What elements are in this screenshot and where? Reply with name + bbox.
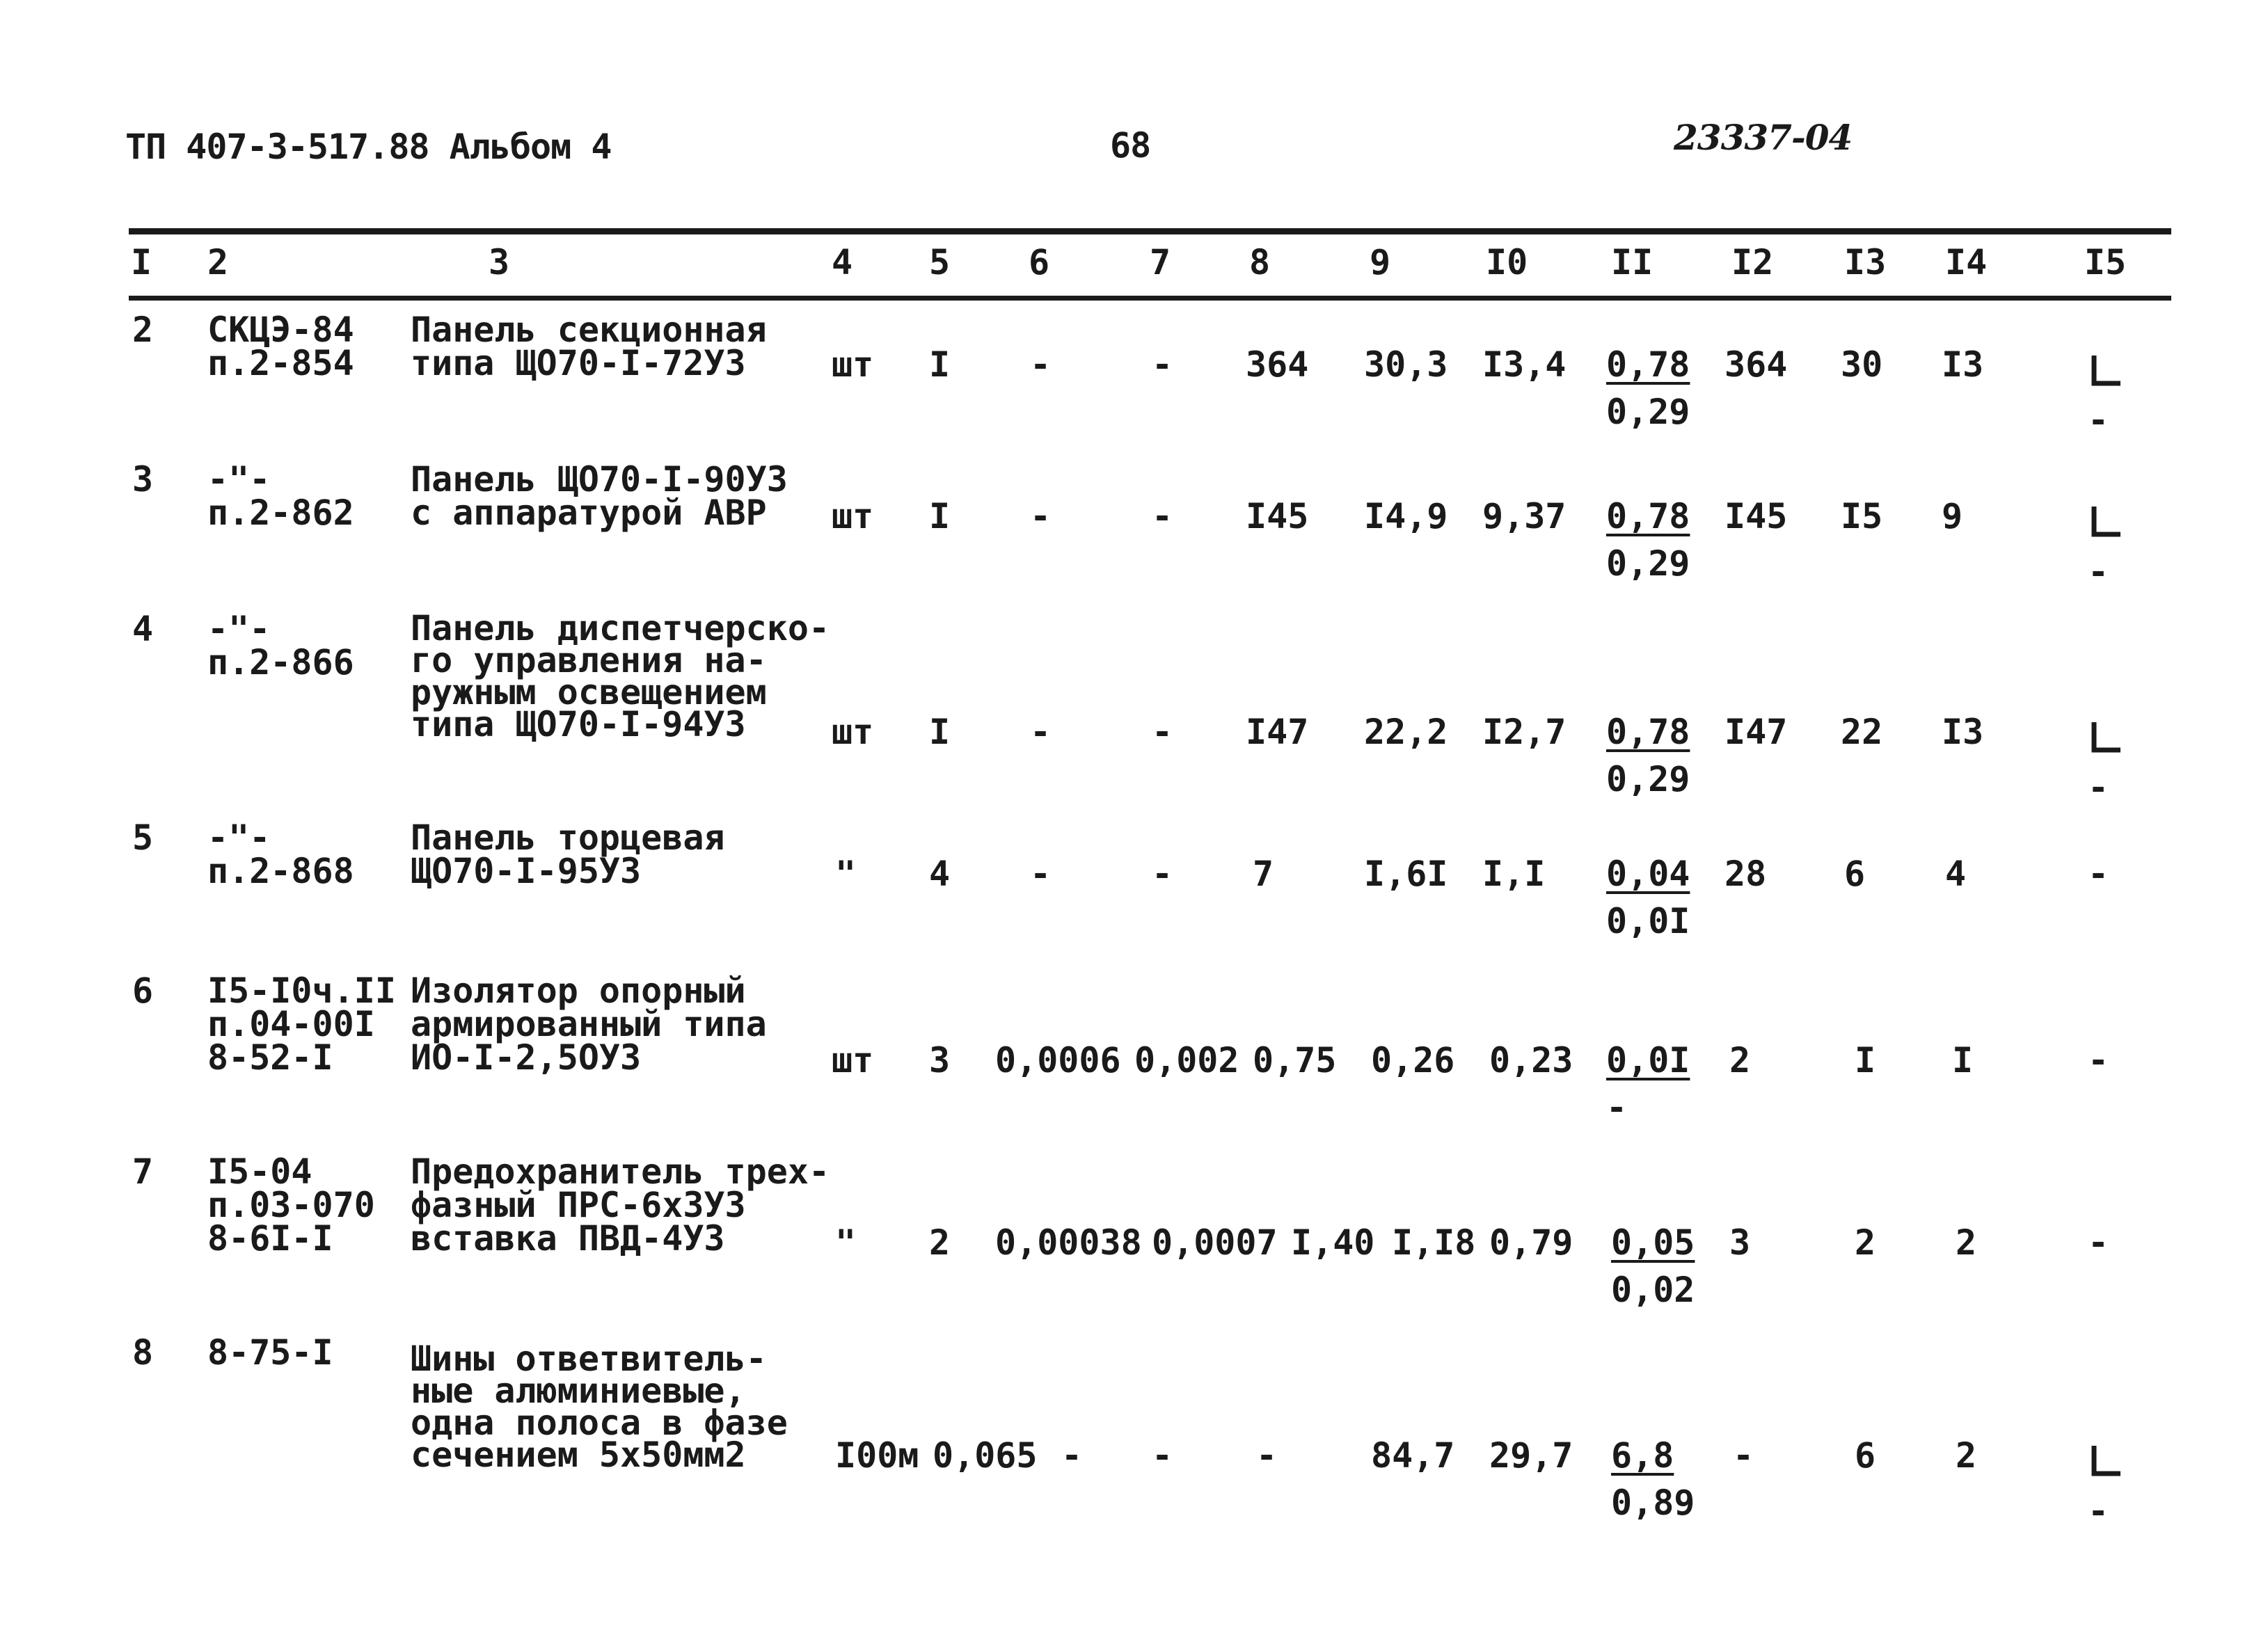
col14-value: I3 [1942,344,1984,385]
col9-value: 84,7 [1371,1435,1455,1476]
column-number-12: I2 [1731,242,1774,282]
col15-value: - [2088,1040,2109,1080]
quantity: 3 [929,1040,951,1080]
col10-value: 9,37 [1482,496,1567,536]
col9-value: I,I8 [1392,1222,1476,1263]
col7-value: - [1152,496,1173,536]
col8-value: 364 [1246,344,1309,385]
col15-value: - [2088,854,2109,894]
quantity: 2 [929,1222,951,1263]
unit: I00м [835,1435,919,1476]
col8-value: - [1256,1435,1278,1476]
item-description: Изолятор опорный армированный типа ИО-I-2,5ОУЗ [411,971,767,1078]
col14-value: 9 [1942,496,1963,536]
column-number-13: I3 [1844,242,1887,282]
col6-value: - [1030,712,1052,752]
l-mark-icon [2084,351,2125,392]
column-number-6: 6 [1029,242,1050,282]
column-number-15: I5 [2084,242,2127,282]
col9-value: 30,3 [1364,344,1448,385]
col14-value: I [1952,1040,1974,1080]
row-number: 7 [132,1151,154,1192]
column-number-11: II [1611,242,1654,282]
row-number: 5 [132,817,154,858]
unit: " [835,854,857,894]
col11-value-bottom: 0,89 [1611,1483,1695,1523]
col8-value: 7 [1253,854,1274,894]
document-title: ТП 407-3-517.88 Альбом 4 [125,127,612,167]
col14-value: 2 [1956,1222,1977,1263]
col11-value-top: 0,78 [1606,344,1690,385]
col11-value-top: 0,78 [1606,496,1690,536]
col9-value: 22,2 [1364,712,1448,752]
document-code: 23337-04 [1674,117,1853,158]
col10-value: 0,23 [1489,1040,1573,1080]
column-number-5: 5 [929,242,951,282]
item-description: Предохранитель трех- фазный ПРС-6х3УЗ вставка ПВД-4УЗ [411,1151,830,1259]
column-number-4: 4 [832,242,853,282]
col7-value: - [1152,1435,1173,1476]
col10-value: 29,7 [1489,1435,1573,1476]
col8-value: I47 [1246,712,1309,752]
column-number-1: I [131,242,152,282]
reference-code: I5-04 п.03-070 8-6I-I [207,1151,375,1259]
col15-bottom: - [2088,1491,2109,1531]
col11-value-top: 0,0I [1606,1040,1690,1080]
unit: шт [832,712,874,752]
column-number-14: I4 [1945,242,1988,282]
column-number-10: I0 [1486,242,1528,282]
unit: шт [832,1040,874,1080]
col10-value: I2,7 [1482,712,1567,752]
col12-value: I45 [1724,496,1788,536]
col7-value: 0,0007 [1152,1222,1278,1263]
quantity: I [929,496,951,536]
col15-bottom: - [2088,767,2109,808]
unit: шт [832,344,874,385]
row-number: 3 [132,459,154,500]
col11-value-bottom: 0,02 [1611,1270,1695,1310]
col12-value: 28 [1724,854,1767,894]
col9-value: I4,9 [1364,496,1448,536]
col13-value: 6 [1855,1435,1876,1476]
col8-value: 0,75 [1253,1040,1337,1080]
column-number-8: 8 [1249,242,1271,282]
col6-value: 0,0006 [995,1040,1121,1080]
col11-value-bottom: 0,29 [1606,543,1690,584]
unit: " [835,1222,857,1263]
col15-bottom: - [2088,552,2109,592]
page-number: 68 [1110,125,1151,166]
quantity: I [929,712,951,752]
col6-value: - [1061,1435,1083,1476]
col10-value: I3,4 [1482,344,1567,385]
l-mark-icon [2084,502,2125,543]
unit: шт [832,496,874,536]
col11-value-top: 0,78 [1606,712,1690,752]
col15-value: - [2088,1222,2109,1263]
row-number: 8 [132,1332,154,1373]
col11-value-bottom: - [1606,1087,1628,1128]
row-number: 6 [132,971,154,1011]
table-header-rule [129,296,2171,301]
col13-value: I5 [1841,496,1883,536]
col10-value: I,I [1482,854,1546,894]
col14-value: 2 [1956,1435,1977,1476]
reference-code: 8-75-I [207,1332,333,1373]
col11-value-bottom: 0,29 [1606,392,1690,432]
reference-code: СКЦЭ-84 п.2-854 [207,310,354,383]
item-description: Панель секционная типа ЩО70-I-72УЗ [411,310,767,383]
col7-value: 0,002 [1134,1040,1239,1080]
col11-value-top: 0,04 [1606,854,1690,894]
col13-value: 2 [1855,1222,1876,1263]
row-number: 4 [132,609,154,649]
l-mark-icon [2084,1442,2125,1482]
col6-value: 0,00038 [995,1222,1142,1263]
item-description: Панель ЩО70-I-90УЗ с аппаратурой АВР [411,459,788,533]
quantity: 0,065 [933,1435,1038,1476]
reference-code: -"- п.2-866 [207,609,354,683]
table-top-rule [129,228,2171,234]
quantity: 4 [929,854,951,894]
item-description: Шины ответвитель- ные алюминиевые, одна полоса в фазе сечением 5х50мм2 [411,1339,788,1475]
col14-value: 4 [1945,854,1967,894]
col10-value: 0,79 [1489,1222,1573,1263]
col11-value-bottom: 0,0I [1606,901,1690,941]
col8-value: I,40 [1291,1222,1375,1263]
col12-value: 364 [1724,344,1788,385]
item-description: Панель торцевая ЩО70-I-95УЗ [411,817,725,891]
col11-value-top: 0,05 [1611,1222,1695,1263]
col7-value: - [1152,712,1173,752]
col7-value: - [1152,854,1173,894]
column-number-9: 9 [1370,242,1391,282]
col13-value: 30 [1841,344,1883,385]
reference-code: -"- п.2-868 [207,817,354,891]
col9-value: 0,26 [1371,1040,1455,1080]
reference-code: I5-I0ч.II п.04-00I 8-52-I [207,971,396,1078]
col13-value: 6 [1844,854,1866,894]
col8-value: I45 [1246,496,1309,536]
col7-value: - [1152,344,1173,385]
row-number: 2 [132,310,154,350]
col14-value: I3 [1942,712,1984,752]
col9-value: I,6I [1364,854,1448,894]
l-mark-icon [2084,718,2125,758]
col11-value-bottom: 0,29 [1606,759,1690,799]
col12-value: - [1733,1435,1754,1476]
item-description: Панель диспетчерско- го управления на- ружным освещением типа ЩО70-I-94УЗ [411,608,830,744]
col12-value: 3 [1729,1222,1751,1263]
quantity: I [929,344,951,385]
col6-value: - [1030,496,1052,536]
reference-code: -"- п.2-862 [207,459,354,533]
col12-value: I47 [1724,712,1788,752]
col12-value: 2 [1729,1040,1751,1080]
col13-value: I [1855,1040,1876,1080]
column-number-3: 3 [489,242,510,282]
col13-value: 22 [1841,712,1883,752]
col6-value: - [1030,854,1052,894]
column-number-7: 7 [1150,242,1171,282]
column-number-2: 2 [207,242,229,282]
col11-value-top: 6,8 [1611,1435,1674,1476]
col6-value: - [1030,344,1052,385]
col15-bottom: - [2088,400,2109,440]
